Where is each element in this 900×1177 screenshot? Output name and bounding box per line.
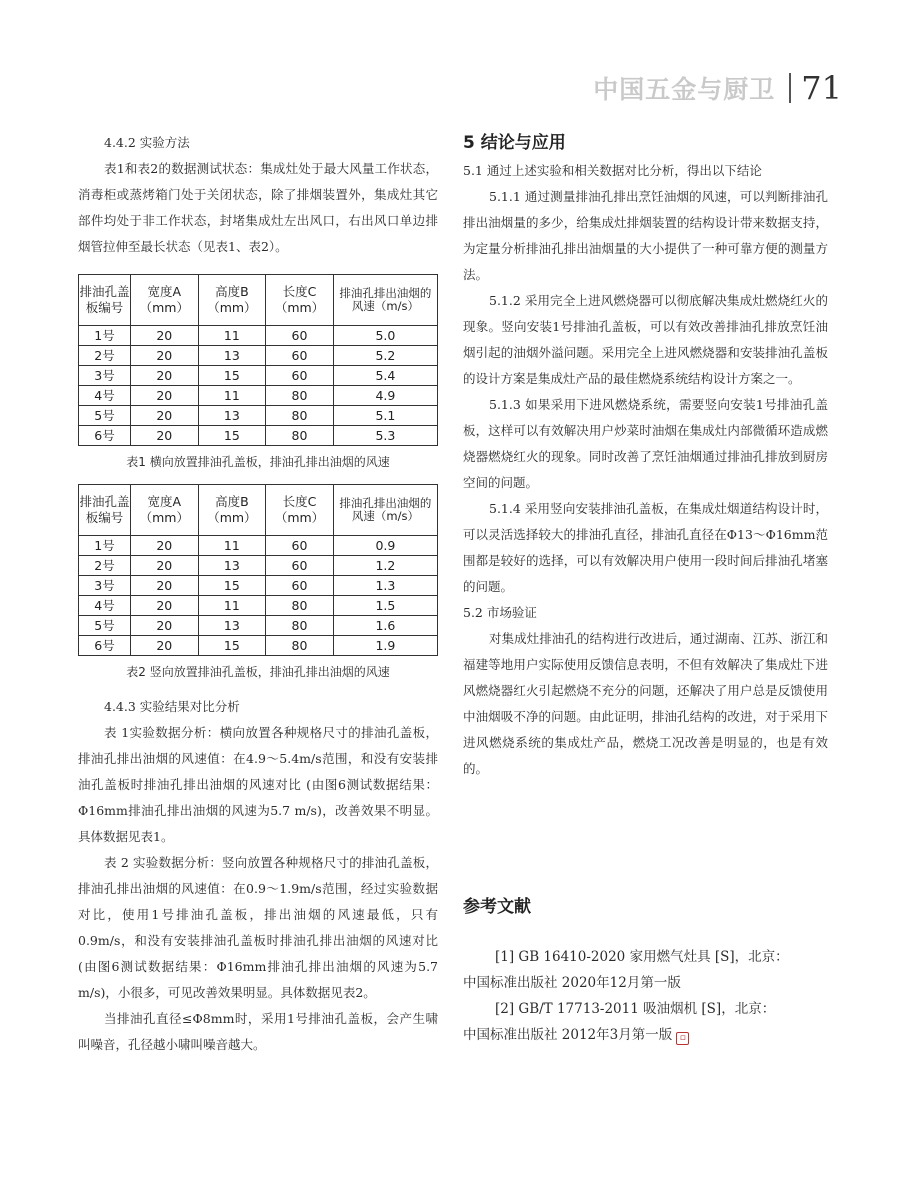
journal-logo <box>593 70 775 106</box>
table-cell: 4号 <box>79 386 131 406</box>
header-cell: 高度B（mm） <box>198 275 266 326</box>
table-cell: 1号 <box>79 536 131 556</box>
section-5-1-1: 5.1.1 通过测量排油孔排出烹饪油烟的风速，可以判断排油孔排出油烟量的多少，给集成灶排烟装置的结构设计带来数据支持，为定量分析排油孔排出油烟量的大小提供了一种可靠方便的测量方法。 <box>463 189 828 282</box>
table-cell: 3号 <box>79 366 131 386</box>
table-2-body <box>79 536 438 656</box>
table-1-caption: 表1 横向放置排油孔盖板，排油孔排出油烟的风速 <box>126 455 390 469</box>
table-cell: 1.5 <box>333 596 437 616</box>
header-cell: 宽度A（mm） <box>131 485 199 536</box>
table-cell: 5.0 <box>333 326 437 346</box>
table-cell: 1号 <box>79 326 131 346</box>
table-cell: 80 <box>266 616 334 636</box>
table-cell: 5号 <box>79 616 131 636</box>
table-cell: 20 <box>131 636 199 656</box>
table-row <box>79 406 438 426</box>
table-cell: 11 <box>198 326 266 346</box>
table-cell: 60 <box>266 576 334 596</box>
table-2 <box>78 484 438 656</box>
reference-1-line-1: [1] GB 16410-2020 家用燃气灶具 [S]，北京： <box>495 949 789 965</box>
header-cell: 排油孔排出油烟的风速（m/s） <box>333 485 437 536</box>
table-row <box>79 326 438 346</box>
section-5-2-title: 5.2 市场验证 <box>463 605 537 620</box>
table-cell: 20 <box>131 346 199 366</box>
table-cell: 3号 <box>79 576 131 596</box>
page-header <box>593 69 842 107</box>
table-cell: 4.9 <box>333 386 437 406</box>
table-cell: 4号 <box>79 596 131 616</box>
section-4-4-3-paragraph-1: 表 1实验数据分析：横向放置各种规格尺寸的排油孔盖板，排油孔排出油烟的风速值：在4.9～5.4m/s范围，和没有安装排油孔盖板时排油孔排出油烟的风速对比 (由图6测试数据结果：Φ16mm排油孔排出油烟的风速为5.7 m/s)，改善效果不明显。具体数据见表1。 <box>78 725 438 844</box>
page-number: 71 <box>801 69 842 107</box>
table-1-body <box>79 326 438 446</box>
table-cell: 20 <box>131 326 199 346</box>
table-2-header-row <box>79 485 438 536</box>
table-cell: 5.4 <box>333 366 437 386</box>
table-1 <box>78 274 438 446</box>
table-cell: 20 <box>131 596 199 616</box>
table-cell: 15 <box>198 576 266 596</box>
table-cell: 80 <box>266 596 334 616</box>
table-cell: 2号 <box>79 346 131 366</box>
header-cell: 排油孔盖板编号 <box>79 485 131 536</box>
section-4-4-3-paragraph-3: 当排油孔直径≤Φ8mm时，采用1号排油孔盖板，会产生啸叫噪音，孔径越小啸叫噪音越大。 <box>78 1011 438 1052</box>
table-cell: 1.9 <box>333 636 437 656</box>
table-2-caption: 表2 竖向放置排油孔盖板，排油孔排出油烟的风速 <box>126 665 390 679</box>
section-4-4-3-paragraph-2: 表 2 实验数据分析：竖向放置各种规格尺寸的排油孔盖板，排油孔排出油烟的风速值：在0.9～1.9m/s范围，经过实验数据对比，使用1号排油孔盖板，排出油烟的风速最低，只有0.9m/s，和没有安装排油孔盖板时排油孔排出油烟的风速对比 (由图6测试数据结果：Φ16mm排油孔排出油烟的风速为5.7 m/s)，小很多，可见改善效果明显。具体数据见表2。 <box>78 855 438 1000</box>
table-row <box>79 366 438 386</box>
references-title: 参考文献 <box>463 897 531 917</box>
journal-logo-text: 中国五金与厨卫 <box>593 75 776 104</box>
table-row <box>79 616 438 636</box>
table-row <box>79 636 438 656</box>
section-5-1-2: 5.1.2 采用完全上进风燃烧器可以彻底解决集成灶燃烧红火的现象。竖向安装1号排油孔盖板，可以有效改善排油孔排放烹饪油烟引起的油烟外溢问题。采用完全上进风燃烧器和安装排油孔盖板的设计方案是集成灶产品的最佳燃烧系统结构设计方案之一。 <box>463 293 828 386</box>
section-5-1-title: 5.1 通过上述实验和相关数据对比分析，得出以下结论 <box>463 163 762 178</box>
table-row <box>79 386 438 406</box>
table-cell: 15 <box>198 426 266 446</box>
table-cell: 5号 <box>79 406 131 426</box>
table-cell: 20 <box>131 406 199 426</box>
table-cell: 80 <box>266 386 334 406</box>
table-cell: 2号 <box>79 556 131 576</box>
table-cell: 80 <box>266 636 334 656</box>
table-cell: 6号 <box>79 636 131 656</box>
header-divider <box>789 73 791 103</box>
table-cell: 15 <box>198 366 266 386</box>
table-cell: 20 <box>131 386 199 406</box>
table-cell: 5.1 <box>333 406 437 426</box>
table-cell: 80 <box>266 426 334 446</box>
table-row <box>79 556 438 576</box>
table-cell: 13 <box>198 616 266 636</box>
table-cell: 1.2 <box>333 556 437 576</box>
header-cell: 高度B（mm） <box>198 485 266 536</box>
reference-2-line-2 <box>463 1022 828 1048</box>
table-cell: 0.9 <box>333 536 437 556</box>
table-cell: 20 <box>131 426 199 446</box>
table-row <box>79 596 438 616</box>
table-cell: 11 <box>198 536 266 556</box>
table-cell: 15 <box>198 636 266 656</box>
table-cell: 1.6 <box>333 616 437 636</box>
table-cell: 13 <box>198 346 266 366</box>
table-cell: 20 <box>131 536 199 556</box>
header-cell: 排油孔排出油烟的风速（m/s） <box>333 275 437 326</box>
section-4-4-2-title: 4.4.2 实验方法 <box>104 135 190 150</box>
left-column <box>78 130 438 1058</box>
table-cell: 60 <box>266 366 334 386</box>
table-cell: 20 <box>131 366 199 386</box>
table-cell: 80 <box>266 406 334 426</box>
header-cell: 宽度A（mm） <box>131 275 199 326</box>
table-cell: 60 <box>266 536 334 556</box>
table-row <box>79 536 438 556</box>
reference-1-line-2: 中国标准出版社 2020年12月第一版 <box>463 975 681 991</box>
header-cell: 长度C（mm） <box>266 275 334 326</box>
table-cell: 11 <box>198 386 266 406</box>
section-5-1-4: 5.1.4 采用竖向安装排油孔盖板，在集成灶烟道结构设计时，可以灵活选择较大的排油孔直径，排油孔直径在Φ13～Φ16mm范围都是较好的选择，可以有效解决用户使用一段时间后排油孔堵塞的问题。 <box>463 501 828 594</box>
table-cell: 13 <box>198 556 266 576</box>
right-column <box>463 130 828 1048</box>
end-mark-icon: ▫ <box>676 1032 689 1045</box>
table-cell: 13 <box>198 406 266 426</box>
header-cell: 排油孔盖板编号 <box>79 275 131 326</box>
table-cell: 60 <box>266 346 334 366</box>
table-cell: 60 <box>266 326 334 346</box>
table-row <box>79 346 438 366</box>
section-4-4-3-title: 4.4.3 实验结果对比分析 <box>104 699 240 714</box>
table-cell: 6号 <box>79 426 131 446</box>
table-1-header-row <box>79 275 438 326</box>
table-cell: 20 <box>131 616 199 636</box>
section-5-title: 5 结论与应用 <box>463 133 566 153</box>
table-cell: 11 <box>198 596 266 616</box>
reference-2-text: 中国标准出版社 2012年3月第一版 <box>463 1027 673 1043</box>
reference-2-line-1: [2] GB/T 17713-2011 吸油烟机 [S]，北京： <box>495 1001 776 1017</box>
section-4-4-2-text: 表1和表2的数据测试状态：集成灶处于最大风量工作状态，消毒柜或蒸烤箱门处于关闭状态，除了排烟装置外，集成灶其它部件均处于非工作状态，封堵集成灶左出风口，右出风口单边排烟管拉伸至最长状态（见表1、表2）。 <box>78 161 438 254</box>
table-row <box>79 576 438 596</box>
table-cell: 20 <box>131 576 199 596</box>
table-cell: 5.2 <box>333 346 437 366</box>
table-cell: 20 <box>131 556 199 576</box>
section-5-2-text: 对集成灶排油孔的结构进行改进后，通过湖南、江苏、浙江和福建等地用户实际使用反馈信息表明，不但有效解决了集成灶下进风燃烧器红火引起燃烧不充分的问题，还解决了用户总是反馈使用中油烟吸不净的问题。由此证明，排油孔结构的改进，对于采用下进风燃烧系统的集成灶产品，燃烧工况改善是明显的，也是有效的。 <box>463 631 828 776</box>
header-cell: 长度C（mm） <box>266 485 334 536</box>
table-cell: 60 <box>266 556 334 576</box>
section-5-1-3: 5.1.3 如果采用下进风燃烧系统，需要竖向安装1号排油孔盖板，这样可以有效解决用户炒菜时油烟在集成灶内部微循环造成燃烧器燃烧红火的现象。同时改善了烹饪油烟通过排油孔排放到厨房空间的问题。 <box>463 397 828 490</box>
table-row <box>79 426 438 446</box>
table-cell: 5.3 <box>333 426 437 446</box>
table-cell: 1.3 <box>333 576 437 596</box>
